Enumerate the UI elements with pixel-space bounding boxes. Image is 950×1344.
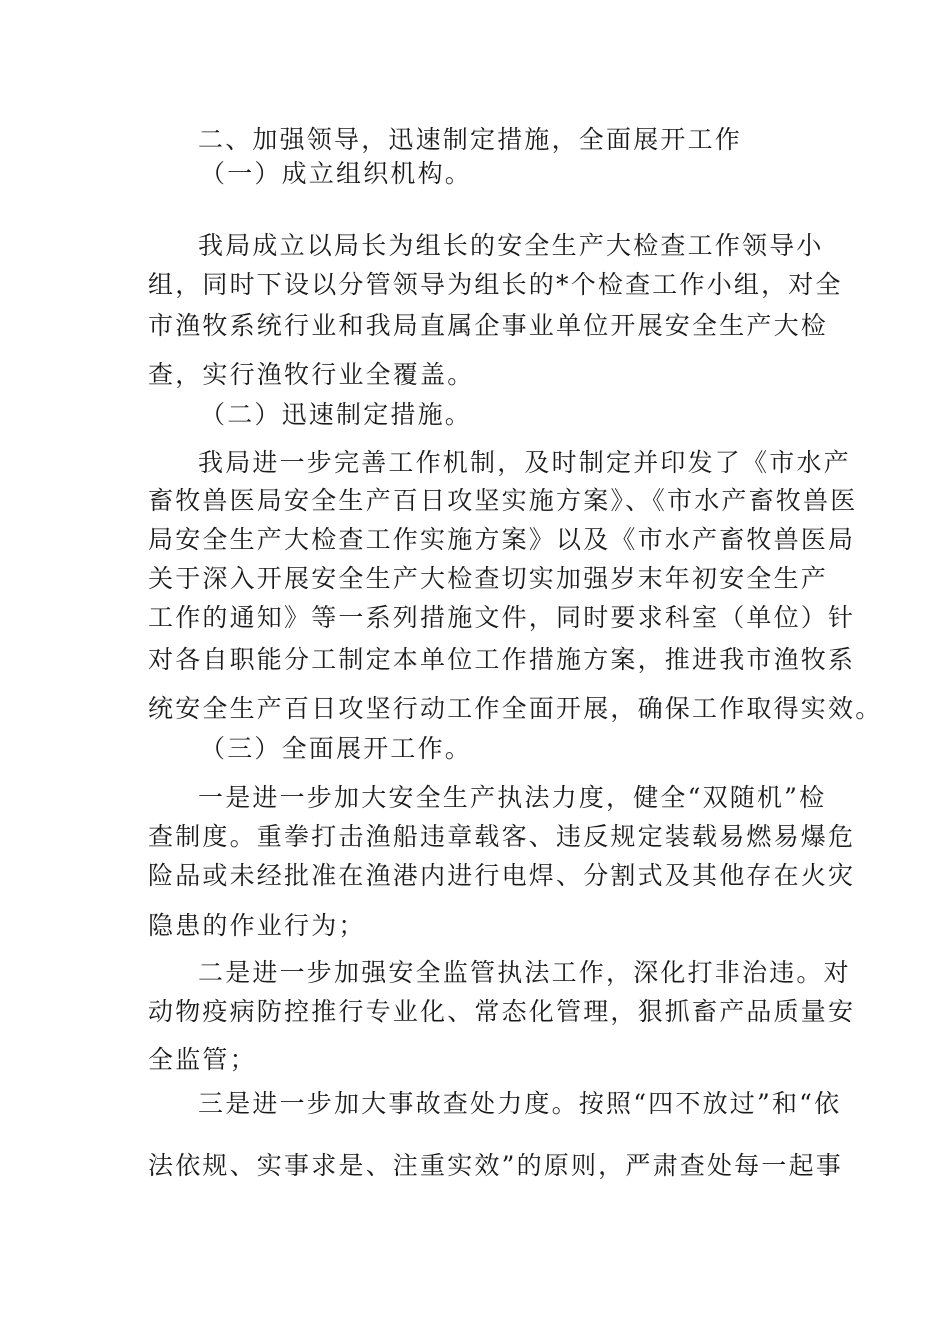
paragraph-line: 组，同时下设以分管领导为组长的*个检查工作小组，对全 [148, 270, 843, 299]
paragraph-line: 隐患的作业行为； [148, 911, 366, 940]
paragraph-line: 市渔牧系统行业和我局直属企事业单位开展安全生产大检 [148, 311, 829, 340]
section-heading: 二、加强领导，迅速制定措施，全面展开工作 [198, 125, 743, 154]
paragraph-line: 动物疫病防控推行专业化、常态化管理，狠抓畜产品质量安 [148, 997, 856, 1026]
paragraph-line: 局安全生产大检查工作实施方案》以及《市水产畜牧兽医局 [148, 525, 856, 554]
paragraph-line: 一是进一步加大安全生产执法力度，健全“双随机”检 [198, 783, 827, 812]
paragraph-line: 我局进一步完善工作机制，及时制定并印发了《市水产 [198, 448, 851, 477]
paragraph-line: 法依规、实事求是、注重实效”的原则，严肃查处每一起事 [148, 1151, 843, 1180]
subsection-title-1: （一）成立组织机构。 [200, 159, 473, 188]
paragraph-line: 查制度。重拳打击渔船违章载客、违反规定装载易燃易爆危 [148, 822, 856, 851]
paragraph-line: 对各自职能分工制定本单位工作措施方案，推进我市渔牧系 [148, 645, 856, 674]
subsection-title-2: （二）迅速制定措施。 [200, 400, 473, 429]
paragraph-line: 全监管； [148, 1045, 257, 1074]
paragraph-line: 我局成立以局长为组长的安全生产大检查工作领导小 [198, 231, 824, 260]
subsection-title-3: （三）全面展开工作。 [200, 734, 473, 763]
paragraph-line: 畜牧兽医局安全生产百日攻坚实施方案》、《市水产畜牧兽医 [148, 486, 858, 515]
paragraph-line: 二是进一步加强安全监管执法工作，深化打非治违。对 [198, 958, 851, 987]
paragraph-line: 险品或未经批准在渔港内进行电焊、分割式及其他存在火灾 [148, 861, 856, 890]
paragraph-line: 统安全生产百日攻坚行动工作全面开展，确保工作取得实效。 [148, 694, 883, 723]
paragraph-line: 查，实行渔牧行业全覆盖。 [148, 360, 475, 389]
paragraph-line: 关于深入开展安全生产大检查切实加强岁末年初安全生产 [148, 564, 829, 593]
paragraph-line: 三是进一步加大事故查处力度。按照“四不放过”和“依 [198, 1089, 842, 1118]
paragraph-line: 工作的通知》等一系列措施文件，同时要求科室（单位）针 [148, 603, 856, 632]
